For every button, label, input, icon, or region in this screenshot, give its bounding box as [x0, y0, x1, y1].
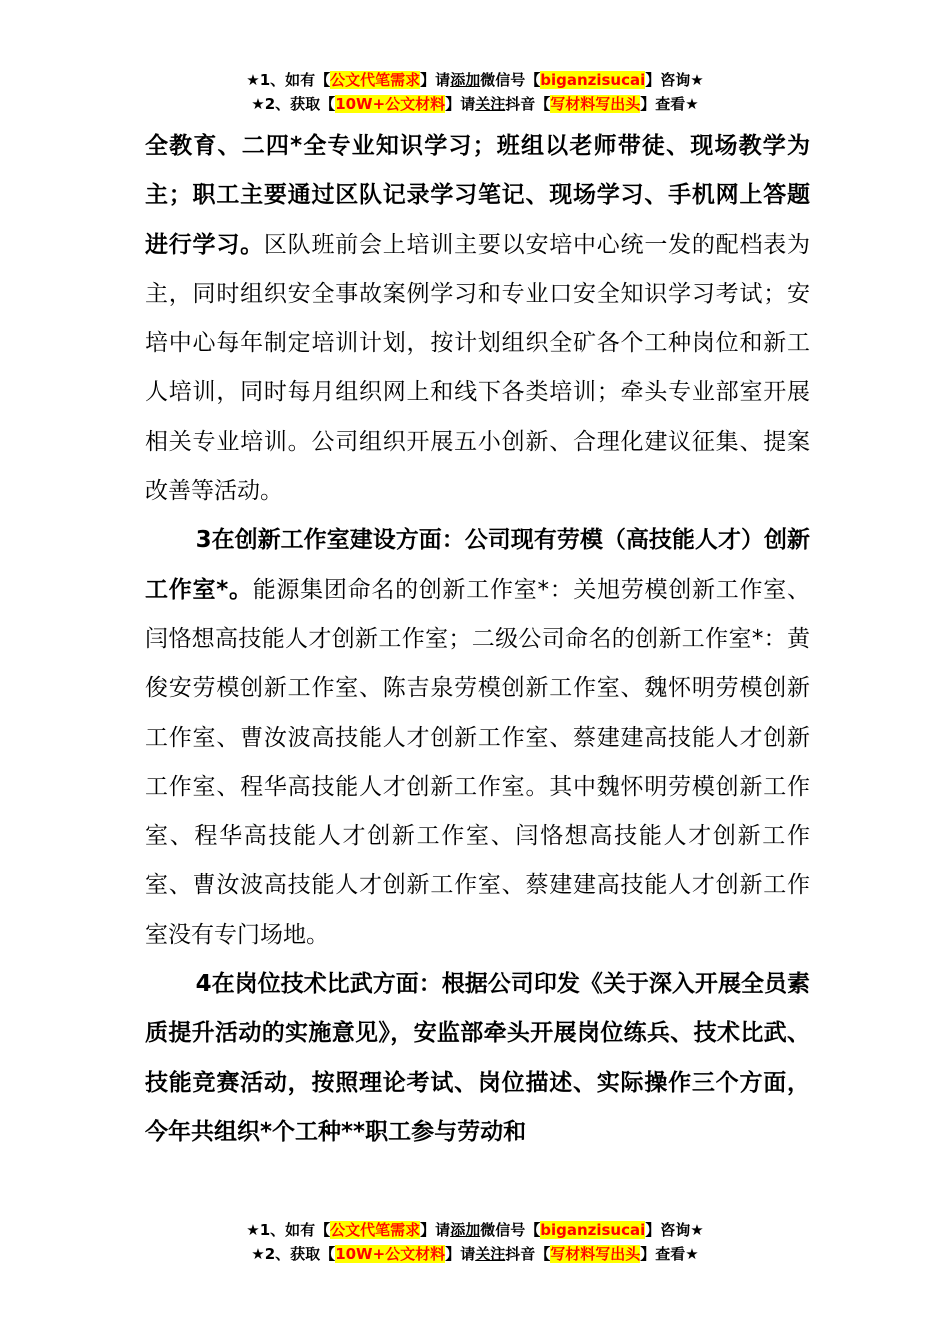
banner-line-1	[0, 1218, 950, 1242]
underlined-text: 添加	[450, 71, 481, 89]
highlight-label: 公文代笔需求	[330, 71, 421, 89]
document-body	[145, 122, 810, 1157]
wechat-id: biganzisucai	[540, 71, 646, 89]
paragraph-skills-competition	[145, 960, 810, 1157]
paragraph-text: 区队班前会上培训主要以安培中心统一发的配档表为主，同时组织安全事故案例学习和专业口安全知识学习考试；安培中心每年制定培训计划，按计划组织全矿各个工种岗位和新工人培训，同时每月组织网上和线下各类培训；牵头专业部室开展相关专业培训。公司组织开展五小创新、合理化建议征集、提案改善等活动。	[145, 231, 811, 505]
banner-text: 抖音【	[505, 95, 551, 113]
paragraph-lead: 4在岗位技术比武方面：根据公司印发《关于深入开展全员素质提升活动的实施意见》，安监部牵头开展岗位练兵、技术比武、技能竞赛活动，按照理论考试、岗位描述、实际操作三个方面，今年共组织*个工种**职工参与劳动和	[145, 971, 810, 1145]
highlight-label: 10W+公文材料	[335, 1245, 446, 1263]
header-banner	[0, 68, 950, 116]
banner-line-2	[0, 92, 950, 116]
banner-text: 】请	[420, 71, 451, 89]
banner-text: 抖音【	[505, 1245, 551, 1263]
banner-text: 】查看★	[640, 95, 699, 113]
paragraph-innovation-studio	[145, 516, 810, 960]
banner-text: 】咨询★	[645, 71, 704, 89]
banner-text: 微信号【	[480, 1221, 541, 1239]
banner-text: ★1、如有【	[246, 71, 331, 89]
wechat-id: biganzisucai	[540, 1221, 646, 1239]
banner-text: ★2、获取【	[251, 95, 336, 113]
highlight-label: 公文代笔需求	[330, 1221, 421, 1239]
banner-text: 】咨询★	[645, 1221, 704, 1239]
underlined-text: 关注	[475, 95, 506, 113]
banner-text: 微信号【	[480, 71, 541, 89]
footer-banner	[0, 1218, 950, 1266]
douyin-id: 写材料写出头	[550, 1245, 641, 1263]
banner-line-1	[0, 68, 950, 92]
banner-text: ★1、如有【	[246, 1221, 331, 1239]
paragraph-training	[145, 122, 810, 516]
banner-line-2	[0, 1242, 950, 1266]
banner-text: 】查看★	[640, 1245, 699, 1263]
banner-text: ★2、获取【	[251, 1245, 336, 1263]
banner-text: 】请	[445, 1245, 476, 1263]
underlined-text: 添加	[450, 1221, 481, 1239]
paragraph-text: 能源集团命名的创新工作室*：关旭劳模创新工作室、闫恪想高技能人才创新工作室；二级公司命名的创新工作室*：黄俊安劳模创新工作室、陈吉泉劳模创新工作室、魏怀明劳模创新工作室、曹汝波高技能人才创新工作室、蔡建建高技能人才创新工作室、程华高技能人才创新工作室。其中魏怀明劳模创新工作室、程华高技能人才创新工作室、闫恪想高技能人才创新工作室、曹汝波高技能人才创新工作室、蔡建建高技能人才创新工作室没有专门场地。	[145, 576, 811, 948]
paragraph-lead: 全教育、二四*全专业知识学习；班组以老师带徒、现场教学为主；职工主要通过区队记录学习笔记、现场学习、手机网上答题进行学习。	[145, 133, 810, 258]
highlight-label: 10W+公文材料	[335, 95, 446, 113]
banner-text: 】请	[445, 95, 476, 113]
underlined-text: 关注	[475, 1245, 506, 1263]
douyin-id: 写材料写出头	[550, 95, 641, 113]
paragraph-lead: 3在创新工作室建设方面：公司现有劳模（高技能人才）创新工作室*。	[145, 527, 810, 603]
banner-text: 】请	[420, 1221, 451, 1239]
